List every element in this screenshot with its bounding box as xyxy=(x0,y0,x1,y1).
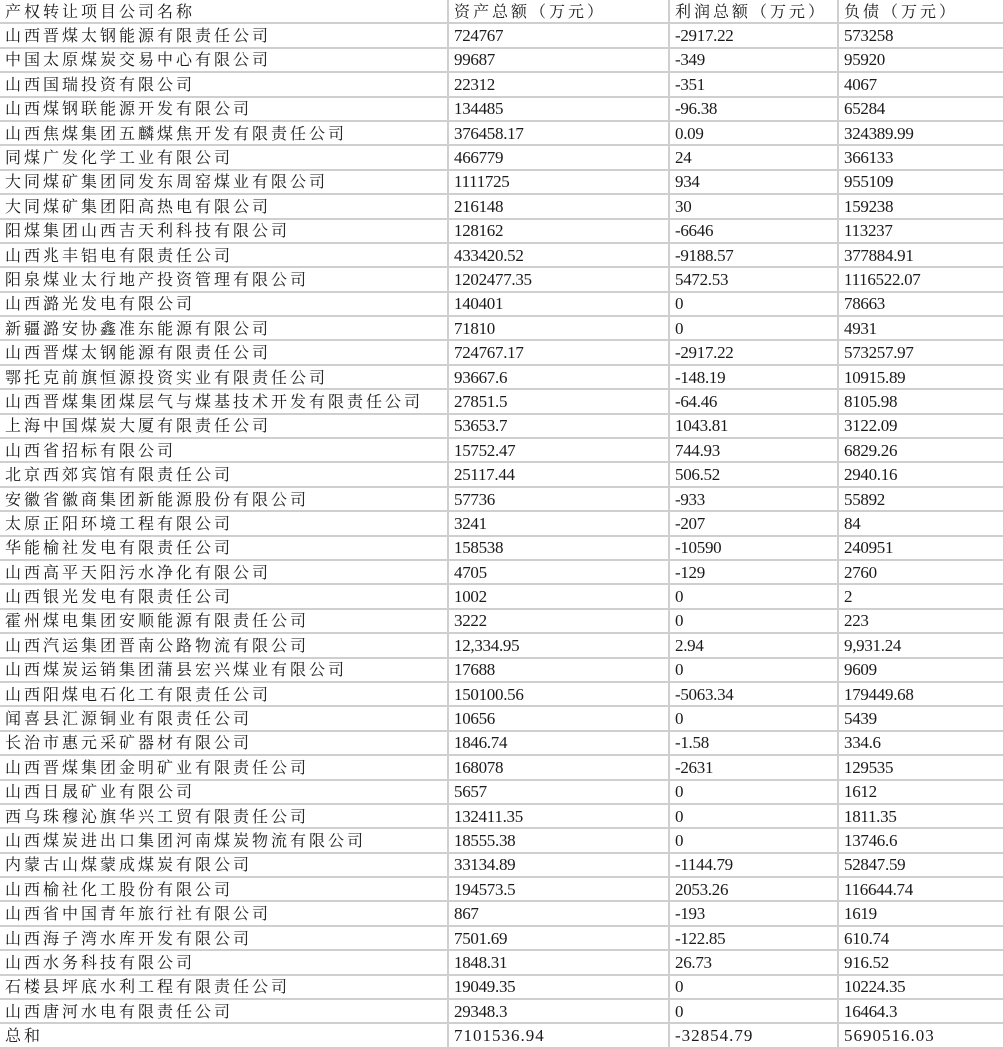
table-row xyxy=(0,877,1004,901)
liabilities-cell[interactable]: 84 xyxy=(838,511,1004,535)
liabilities-cell[interactable]: 95920 xyxy=(838,48,1004,72)
total-profit-cell[interactable]: 0.09 xyxy=(669,121,838,145)
total-profit-cell[interactable]: 0 xyxy=(669,828,838,852)
total-assets-cell[interactable]: 134485 xyxy=(448,97,669,121)
liabilities-cell[interactable]: 223 xyxy=(838,609,1004,633)
total-profit-cell[interactable]: 0 xyxy=(669,706,838,730)
total-assets-cell[interactable]: 1848.31 xyxy=(448,950,669,974)
liabilities-cell[interactable]: 573257.97 xyxy=(838,340,1004,364)
company-name-cell[interactable]: 山西汽运集团晋南公路物流有限公司 xyxy=(0,633,448,657)
total-assets-cell[interactable]: 71810 xyxy=(448,316,669,340)
liabilities-cell[interactable]: 16464.3 xyxy=(838,999,1004,1023)
total-assets-cell[interactable]: 376458.17 xyxy=(448,121,669,145)
total-profit-cell[interactable]: -193 xyxy=(669,901,838,925)
total-profit-cell[interactable]: 506.52 xyxy=(669,462,838,486)
liabilities-cell[interactable]: 129535 xyxy=(838,755,1004,779)
company-name-cell[interactable]: 山西高平天阳污水净化有限公司 xyxy=(0,560,448,584)
company-name-cell[interactable]: 山西兆丰铝电有限责任公司 xyxy=(0,243,448,267)
liabilities-cell[interactable]: 6829.26 xyxy=(838,438,1004,462)
company-name-cell[interactable]: 山西银光发电有限责任公司 xyxy=(0,584,448,608)
liabilities-cell[interactable]: 1116522.07 xyxy=(838,267,1004,291)
company-name-cell[interactable]: 山西唐河水电有限责任公司 xyxy=(0,999,448,1023)
liabilities-cell[interactable]: 334.6 xyxy=(838,731,1004,755)
company-name-cell[interactable]: 山西煤炭进出口集团河南煤炭物流有限公司 xyxy=(0,828,448,852)
company-name-cell[interactable]: 山西晋煤集团煤层气与煤基技术开发有限责任公司 xyxy=(0,389,448,413)
company-name-cell[interactable]: 太原正阳环境工程有限公司 xyxy=(0,511,448,535)
total-profit-cell[interactable]: -351 xyxy=(669,72,838,96)
total-assets-cell[interactable]: 3222 xyxy=(448,609,669,633)
company-name-cell[interactable]: 山西晋煤集团金明矿业有限责任公司 xyxy=(0,755,448,779)
total-profit-cell[interactable]: -6646 xyxy=(669,219,838,243)
total-assets-cell[interactable]: 216148 xyxy=(448,194,669,218)
total-profit-cell[interactable]: -122.85 xyxy=(669,926,838,950)
total-profit-cell[interactable]: -129 xyxy=(669,560,838,584)
liabilities-cell[interactable]: 4931 xyxy=(838,316,1004,340)
total-assets-cell[interactable]: 12,334.95 xyxy=(448,633,669,657)
table-row xyxy=(0,755,1004,779)
total-profit-cell[interactable]: 0 xyxy=(669,975,838,999)
company-name-cell[interactable]: 大同煤矿集团阳高热电有限公司 xyxy=(0,194,448,218)
table-row xyxy=(0,926,1004,950)
total-profit-cell[interactable]: -1.58 xyxy=(669,731,838,755)
total-profit-cell[interactable]: -5063.34 xyxy=(669,682,838,706)
company-name-cell[interactable]: 山西省中国青年旅行社有限公司 xyxy=(0,901,448,925)
total-assets-cell[interactable]: 17688 xyxy=(448,658,669,682)
liabilities-cell[interactable]: 78663 xyxy=(838,292,1004,316)
table-row xyxy=(0,145,1004,169)
company-name-cell[interactable]: 大同煤矿集团同发东周窑煤业有限公司 xyxy=(0,170,448,194)
total-profit-cell[interactable]: 2.94 xyxy=(669,633,838,657)
total-assets-cell[interactable]: 10656 xyxy=(448,706,669,730)
table-row xyxy=(0,560,1004,584)
company-name-cell[interactable]: 山西煤钢联能源开发有限公司 xyxy=(0,97,448,121)
table-row xyxy=(0,23,1004,47)
table-row xyxy=(0,121,1004,145)
table-row xyxy=(0,48,1004,72)
total-profit-cell[interactable]: -933 xyxy=(669,487,838,511)
table-row xyxy=(0,438,1004,462)
total-assets-cell[interactable]: 150100.56 xyxy=(448,682,669,706)
total-profit-cell[interactable]: 0 xyxy=(669,292,838,316)
table-row xyxy=(0,609,1004,633)
liabilities-cell[interactable]: 113237 xyxy=(838,219,1004,243)
liabilities-cell[interactable]: 366133 xyxy=(838,145,1004,169)
liabilities-cell[interactable]: 65284 xyxy=(838,97,1004,121)
liabilities-cell[interactable]: 1612 xyxy=(838,780,1004,804)
company-name-cell[interactable]: 安徽省徽商集团新能源股份有限公司 xyxy=(0,487,448,511)
liabilities-sum[interactable]: 5690516.03 xyxy=(838,1023,1004,1047)
liabilities-cell[interactable]: 377884.91 xyxy=(838,243,1004,267)
company-name-cell[interactable]: 西乌珠穆沁旗华兴工贸有限责任公司 xyxy=(0,804,448,828)
total-assets-cell[interactable]: 724767.17 xyxy=(448,340,669,364)
total-profit-cell[interactable]: 0 xyxy=(669,584,838,608)
table-row xyxy=(0,219,1004,243)
company-name-cell[interactable]: 阳煤集团山西吉天利科技有限公司 xyxy=(0,219,448,243)
total-assets-cell[interactable]: 4705 xyxy=(448,560,669,584)
table-row xyxy=(0,633,1004,657)
liabilities-cell[interactable]: 240951 xyxy=(838,536,1004,560)
total-profit-cell[interactable]: -10590 xyxy=(669,536,838,560)
table-header-row xyxy=(0,0,1004,23)
table-row xyxy=(0,292,1004,316)
company-name-cell[interactable]: 内蒙古山煤蒙成煤炭有限公司 xyxy=(0,853,448,877)
total-profit-cell[interactable]: -1144.79 xyxy=(669,853,838,877)
total-assets-cell[interactable]: 25117.44 xyxy=(448,462,669,486)
total-assets-cell[interactable]: 867 xyxy=(448,901,669,925)
table-row xyxy=(0,487,1004,511)
liabilities-cell[interactable]: 610.74 xyxy=(838,926,1004,950)
table-row xyxy=(0,97,1004,121)
liabilities-cell[interactable]: 1619 xyxy=(838,901,1004,925)
table-row xyxy=(0,584,1004,608)
table-row xyxy=(0,999,1004,1023)
liabilities-cell[interactable]: 324389.99 xyxy=(838,121,1004,145)
liabilities-cell[interactable]: 55892 xyxy=(838,487,1004,511)
total-profit-cell[interactable]: -9188.57 xyxy=(669,243,838,267)
total-label[interactable]: 总和 xyxy=(0,1023,448,1047)
company-name-cell[interactable]: 山西省招标有限公司 xyxy=(0,438,448,462)
company-name-cell[interactable]: 新疆潞安协鑫准东能源有限公司 xyxy=(0,316,448,340)
liabilities-cell[interactable]: 2760 xyxy=(838,560,1004,584)
liabilities-cell[interactable]: 9609 xyxy=(838,658,1004,682)
total-assets-cell[interactable]: 27851.5 xyxy=(448,389,669,413)
company-name-cell[interactable]: 华能榆社发电有限责任公司 xyxy=(0,536,448,560)
table-row xyxy=(0,682,1004,706)
total-profit-cell[interactable]: 26.73 xyxy=(669,950,838,974)
company-name-cell[interactable]: 山西海子湾水库开发有限公司 xyxy=(0,926,448,950)
company-name-cell[interactable]: 鄂托克前旗恒源投资实业有限责任公司 xyxy=(0,365,448,389)
table-row xyxy=(0,170,1004,194)
liabilities-cell[interactable]: 2 xyxy=(838,584,1004,608)
company-name-cell[interactable]: 山西潞光发电有限公司 xyxy=(0,292,448,316)
total-assets-cell[interactable]: 466779 xyxy=(448,145,669,169)
total-assets-sum[interactable]: 7101536.94 xyxy=(448,1023,669,1047)
total-profit-cell[interactable]: 30 xyxy=(669,194,838,218)
table-row xyxy=(0,340,1004,364)
total-profit-cell[interactable]: 0 xyxy=(669,804,838,828)
total-assets-cell[interactable]: 433420.52 xyxy=(448,243,669,267)
company-name-cell[interactable]: 山西晋煤太钢能源有限责任公司 xyxy=(0,340,448,364)
total-profit-sum[interactable]: -32854.79 xyxy=(669,1023,838,1047)
table-row xyxy=(0,536,1004,560)
total-profit-cell[interactable]: 5472.53 xyxy=(669,267,838,291)
liabilities-cell[interactable]: 159238 xyxy=(838,194,1004,218)
table-row xyxy=(0,901,1004,925)
total-profit-cell[interactable]: -148.19 xyxy=(669,365,838,389)
liabilities-cell[interactable]: 10224.35 xyxy=(838,975,1004,999)
total-profit-cell[interactable]: -64.46 xyxy=(669,389,838,413)
header-company-name[interactable]: 产权转让项目公司名称 xyxy=(0,0,448,23)
table-row xyxy=(0,780,1004,804)
total-profit-cell[interactable]: 24 xyxy=(669,145,838,169)
header-liabilities[interactable]: 负债（万元） xyxy=(838,0,1004,23)
liabilities-cell[interactable]: 5439 xyxy=(838,706,1004,730)
table-row xyxy=(0,462,1004,486)
company-name-cell[interactable]: 闻喜县汇源铜业有限责任公司 xyxy=(0,706,448,730)
header-total-profit[interactable]: 利润总额（万元） xyxy=(669,0,838,23)
table-row xyxy=(0,267,1004,291)
total-assets-cell[interactable]: 3241 xyxy=(448,511,669,535)
table-row xyxy=(0,72,1004,96)
total-assets-cell[interactable]: 158538 xyxy=(448,536,669,560)
total-row xyxy=(0,1023,1004,1047)
company-name-cell[interactable]: 上海中国煤炭大厦有限责任公司 xyxy=(0,414,448,438)
company-name-cell[interactable]: 山西阳煤电石化工有限责任公司 xyxy=(0,682,448,706)
company-name-cell[interactable]: 山西日晟矿业有限公司 xyxy=(0,780,448,804)
total-profit-cell[interactable]: 934 xyxy=(669,170,838,194)
total-profit-cell[interactable]: 744.93 xyxy=(669,438,838,462)
liabilities-cell[interactable]: 179449.68 xyxy=(838,682,1004,706)
total-profit-cell[interactable]: 0 xyxy=(669,658,838,682)
total-assets-cell[interactable]: 1846.74 xyxy=(448,731,669,755)
company-name-cell[interactable]: 霍州煤电集团安顺能源有限责任公司 xyxy=(0,609,448,633)
company-name-cell[interactable]: 同煤广发化学工业有限公司 xyxy=(0,145,448,169)
table-row xyxy=(0,706,1004,730)
total-assets-cell[interactable]: 7501.69 xyxy=(448,926,669,950)
table-row xyxy=(0,804,1004,828)
company-name-cell[interactable]: 阳泉煤业太行地产投资管理有限公司 xyxy=(0,267,448,291)
total-profit-cell[interactable]: 0 xyxy=(669,780,838,804)
liabilities-cell[interactable]: 116644.74 xyxy=(838,877,1004,901)
table-row xyxy=(0,414,1004,438)
total-assets-cell[interactable]: 168078 xyxy=(448,755,669,779)
liabilities-cell[interactable]: 2940.16 xyxy=(838,462,1004,486)
liabilities-cell[interactable]: 573258 xyxy=(838,23,1004,47)
table-row xyxy=(0,365,1004,389)
total-profit-cell[interactable]: -96.38 xyxy=(669,97,838,121)
table-row xyxy=(0,243,1004,267)
total-assets-cell[interactable]: 19049.35 xyxy=(448,975,669,999)
company-name-cell[interactable]: 山西晋煤太钢能源有限责任公司 xyxy=(0,23,448,47)
liabilities-cell[interactable]: 9,931.24 xyxy=(838,633,1004,657)
total-assets-cell[interactable]: 29348.3 xyxy=(448,999,669,1023)
total-profit-cell[interactable]: 0 xyxy=(669,609,838,633)
company-name-cell[interactable]: 山西水务科技有限公司 xyxy=(0,950,448,974)
total-assets-cell[interactable]: 53653.7 xyxy=(448,414,669,438)
table-row xyxy=(0,389,1004,413)
liabilities-cell[interactable]: 916.52 xyxy=(838,950,1004,974)
total-assets-cell[interactable]: 22312 xyxy=(448,72,669,96)
total-assets-cell[interactable]: 128162 xyxy=(448,219,669,243)
liabilities-cell[interactable]: 3122.09 xyxy=(838,414,1004,438)
total-assets-cell[interactable]: 724767 xyxy=(448,23,669,47)
total-profit-cell[interactable]: -2631 xyxy=(669,755,838,779)
company-name-cell[interactable]: 石楼县坪底水利工程有限责任公司 xyxy=(0,975,448,999)
total-assets-cell[interactable]: 194573.5 xyxy=(448,877,669,901)
company-name-cell[interactable]: 中国太原煤炭交易中心有限公司 xyxy=(0,48,448,72)
company-name-cell[interactable]: 北京西郊宾馆有限责任公司 xyxy=(0,462,448,486)
table-row xyxy=(0,731,1004,755)
total-assets-cell[interactable]: 1002 xyxy=(448,584,669,608)
company-name-cell[interactable]: 山西煤炭运销集团蒲县宏兴煤业有限公司 xyxy=(0,658,448,682)
total-assets-cell[interactable]: 99687 xyxy=(448,48,669,72)
liabilities-cell[interactable]: 10915.89 xyxy=(838,365,1004,389)
liabilities-cell[interactable]: 955109 xyxy=(838,170,1004,194)
total-profit-cell[interactable]: -2917.22 xyxy=(669,23,838,47)
total-assets-cell[interactable]: 57736 xyxy=(448,487,669,511)
total-assets-cell[interactable]: 5657 xyxy=(448,780,669,804)
total-assets-cell[interactable]: 1111725 xyxy=(448,170,669,194)
table-row xyxy=(0,950,1004,974)
table-row xyxy=(0,316,1004,340)
table-row xyxy=(0,658,1004,682)
liabilities-cell[interactable]: 8105.98 xyxy=(838,389,1004,413)
total-assets-cell[interactable]: 18555.38 xyxy=(448,828,669,852)
total-profit-cell[interactable]: 2053.26 xyxy=(669,877,838,901)
total-assets-cell[interactable]: 93667.6 xyxy=(448,365,669,389)
total-assets-cell[interactable]: 15752.47 xyxy=(448,438,669,462)
total-profit-cell[interactable]: -207 xyxy=(669,511,838,535)
liabilities-cell[interactable]: 1811.35 xyxy=(838,804,1004,828)
company-name-cell[interactable]: 山西榆社化工股份有限公司 xyxy=(0,877,448,901)
company-name-cell[interactable]: 山西焦煤集团五麟煤焦开发有限责任公司 xyxy=(0,121,448,145)
header-total-assets[interactable]: 资产总额（万元） xyxy=(448,0,669,23)
table-row xyxy=(0,828,1004,852)
total-assets-cell[interactable]: 33134.89 xyxy=(448,853,669,877)
table-row xyxy=(0,511,1004,535)
company-name-cell[interactable]: 长治市惠元采矿器材有限公司 xyxy=(0,731,448,755)
company-name-cell[interactable]: 山西国瑞投资有限公司 xyxy=(0,72,448,96)
table-row xyxy=(0,975,1004,999)
total-profit-cell[interactable]: -2917.22 xyxy=(669,340,838,364)
total-profit-cell[interactable]: 1043.81 xyxy=(669,414,838,438)
liabilities-cell[interactable]: 52847.59 xyxy=(838,853,1004,877)
total-assets-cell[interactable]: 140401 xyxy=(448,292,669,316)
total-profit-cell[interactable]: -349 xyxy=(669,48,838,72)
total-profit-cell[interactable]: 0 xyxy=(669,999,838,1023)
liabilities-cell[interactable]: 4067 xyxy=(838,72,1004,96)
total-assets-cell[interactable]: 1202477.35 xyxy=(448,267,669,291)
liabilities-cell[interactable]: 13746.6 xyxy=(838,828,1004,852)
table-row xyxy=(0,194,1004,218)
total-profit-cell[interactable]: 0 xyxy=(669,316,838,340)
total-assets-cell[interactable]: 132411.35 xyxy=(448,804,669,828)
table-row xyxy=(0,853,1004,877)
